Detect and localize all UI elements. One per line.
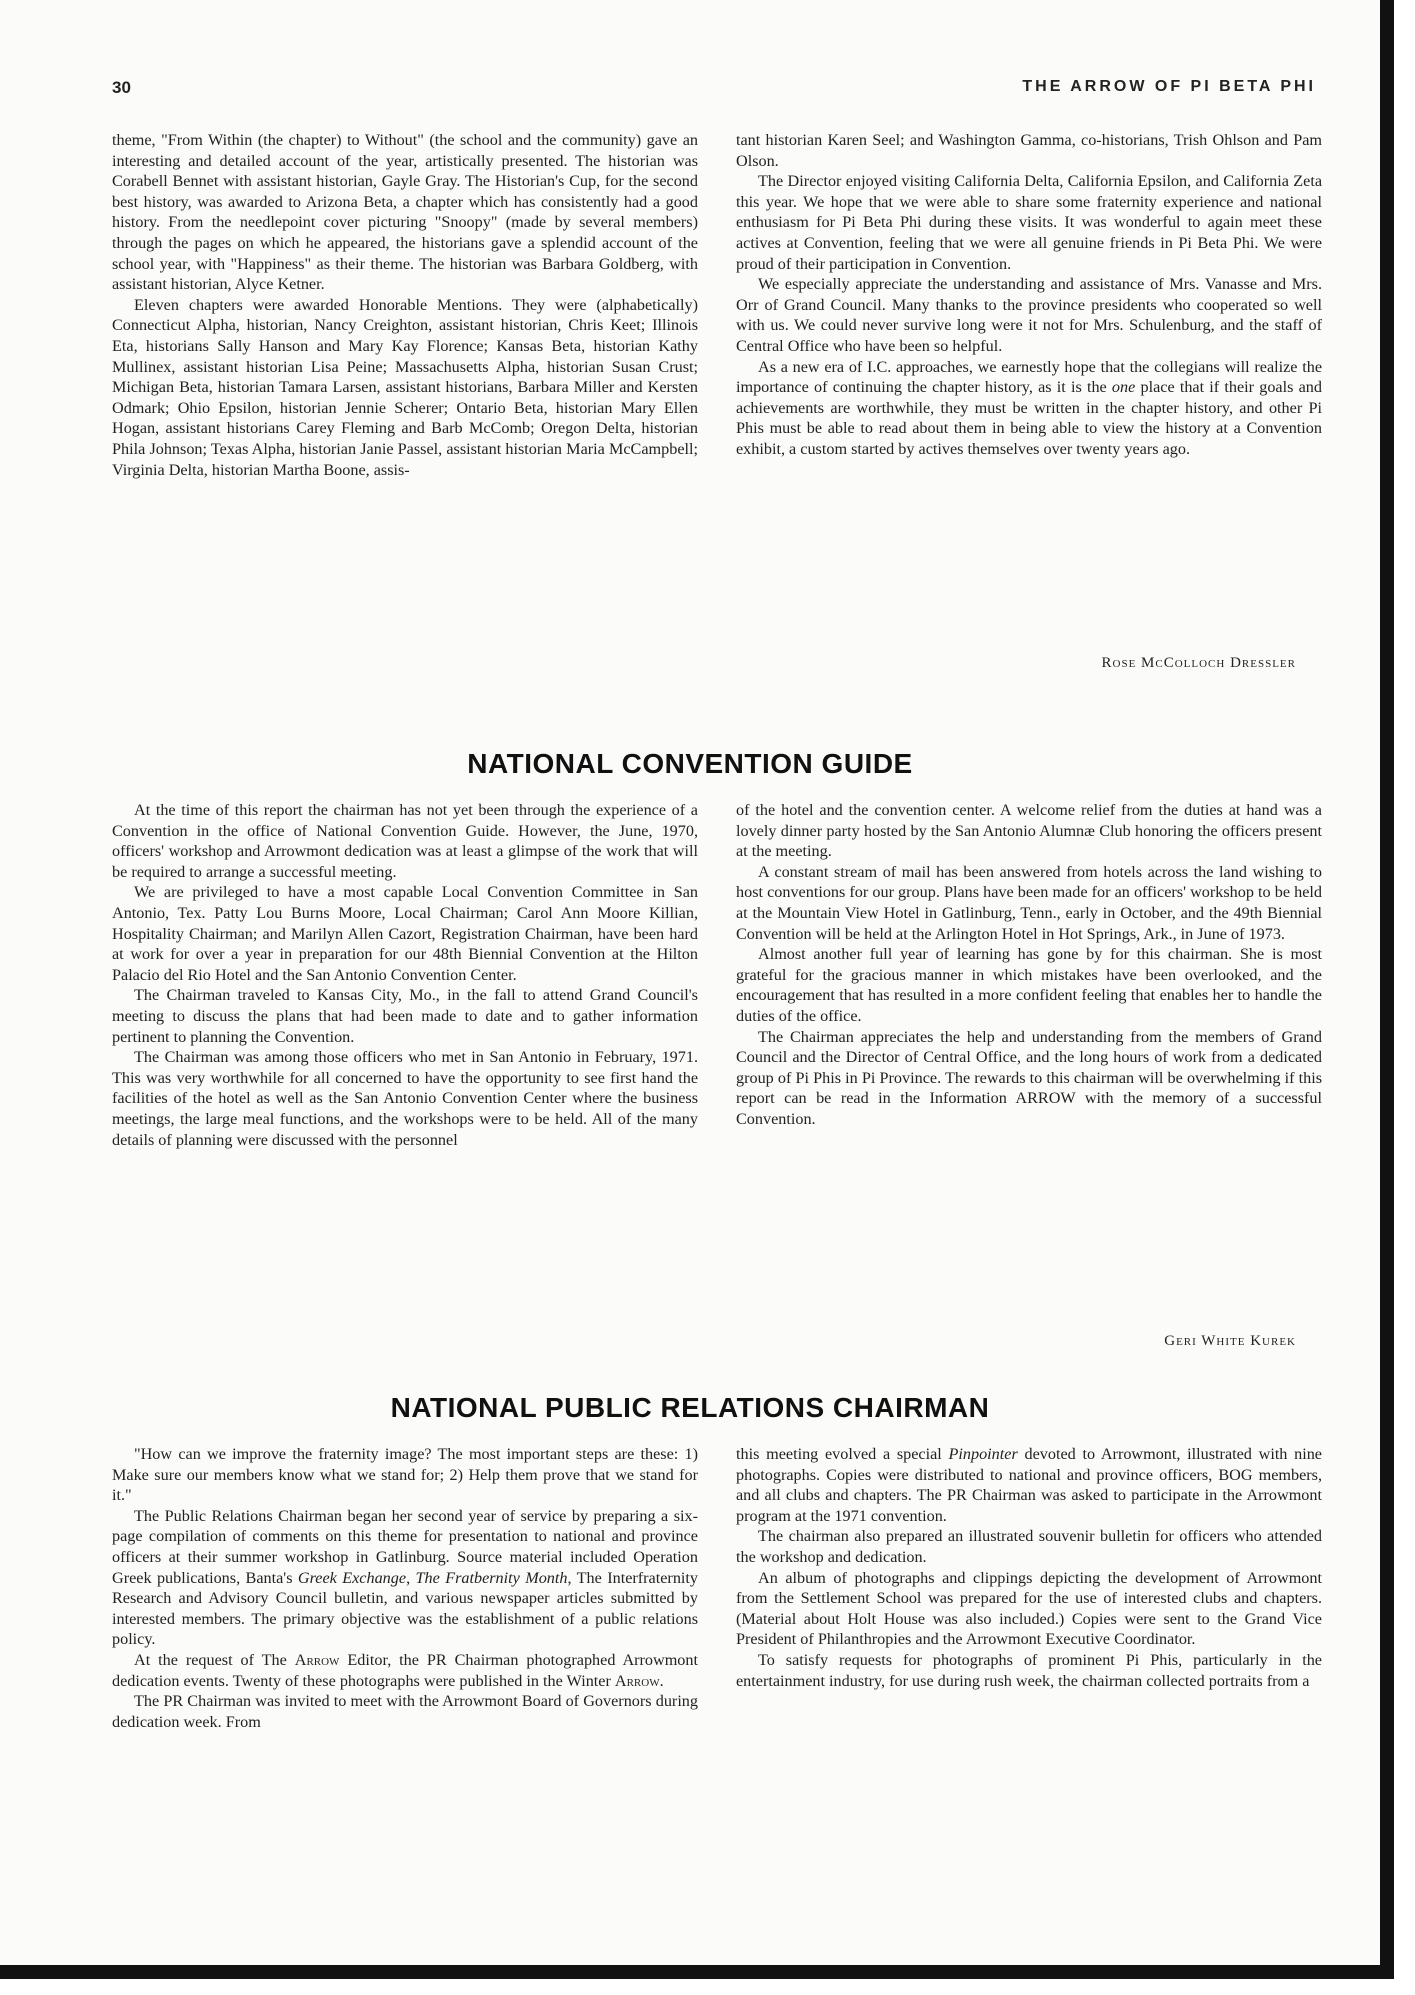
paragraph: theme, "From Within (the chapter) to Without" (the school and the community) gave an interesting and detailed account of the year, artistically presented. The historian was Corabell Bennet with assistant historian, Gayle Gray. The Historian's Cup, for the second best history, was awarded to Arizona Beta, a chapter which has consistently had a good history. From the needlepoint cover picturing "Snoopy" (made by several members) through the pages on which he appeared, the historians gave a splendid account of the school year, with "Happiness" as their theme. The historian was Barbara Goldberg, with assistant historian, Alyce Ketner. [112,131,698,294]
paragraph: To satisfy requests for photographs of prominent Pi Phis, particularly in the entertainment industry, for use during rush week, the chairman collected portraits from a [736,1650,1322,1690]
paragraph: "How can we improve the fraternity image? The most important steps are these: 1) Make sure our members know what we stand for; 2) Help them prove that we stand for it." [112,1445,698,1505]
text-run: this meeting evolved a special [736,1445,949,1463]
paragraph: The Chairman traveled to Kansas City, Mo., in the fall to attend Grand Council's meeting to discuss the plans that had been made to date and to gather information pertinent to planning the Convention. [112,986,698,1046]
paragraph: The Chairman appreciates the help and understanding from the members of Grand Council and the Director of Central Office, and the long hours of work from a dedicated group of Pi Phis in Pi Province. The rewards to this chairman will be overwhelming if this report can be read in the Information ARROW with the memory of a successful Convention. [736,1027,1322,1128]
text-run: At the request of The [134,1650,295,1669]
historian-left-column [112,130,698,480]
paragraph: Eleven chapters were awarded Honorable Mentions. They were (alphabetically) Connecticut Alpha, historian, Nancy Creighton, assistant historian, Chris Keet; Illinois Eta, historians Sally Hanson and Mary Kay Florence; Kansas Beta, historian Kathy Mullinex, assistant historian Lisa Peine; Massachusetts Alpha, historian Susan Crust; Michigan Beta, historian Tamara Larsen, assistant historians, Barbara Miller and Kersten Odmark; Ohio Epsilon, historian Jennie Scherer; Ontario Beta, historian Mary Ellen Hogan, assistant historians Carey Fleming and Barb McComb; Oregon Delta, historian Phila Johnson; Texas Alpha, historian Janie Passel, assistant historian Maria McCampbell; Virginia Delta, historian Martha Boone, assis- [112,295,698,479]
text-run: place that if their goals and achievements are worthwhile, they must be written in the chapter history, and other Pi Phis must be able to read about them in being able to view the history at a Convention exhibit, a custom started by actives themselves over twenty years ago. [736,378,1322,458]
paragraph: A constant stream of mail has been answered from hotels across the land wishing to host conventions for our group. Plans have been made for an officers' workshop to be held at the Mountain View Hotel in Gatlinburg, Tenn., early in October, and the 49th Biennial Convention will be held at the Arlington Hotel in Hot Springs, Ark., in June of 1973. [736,862,1322,943]
text-run: Editor, the PR Chairman photographed Arrowmont dedication events. Twenty of these photographs were published in the Winter [112,1650,698,1690]
convention-left-column [112,800,698,1150]
publication-name: Arrow [294,1650,340,1669]
pr-left-column [112,1444,698,1732]
pr-right-column [736,1444,1322,1691]
paragraph [736,357,1322,460]
text-run: , [406,1568,416,1587]
page-number: 30 [112,78,131,97]
emphasis: one [1111,378,1136,397]
signature: Geri White Kurek [1164,1333,1296,1349]
text-run: . [659,1671,664,1690]
text-run: As a new era of I.C. approaches, we earnestly hope that the collegians will realize the importance of continuing the chapter history, as it is the [736,357,1322,397]
running-header: THE ARROW OF PI BETA PHI [1022,78,1316,95]
section-heading: NATIONAL CONVENTION GUIDE [467,748,913,779]
historian-right-column [736,130,1322,460]
publication-title: Pinpointer [948,1445,1018,1463]
paragraph: At the time of this report the chairman has not yet been through the experience of a Convention in the office of National Convention Guide. However, the June, 1970, officers' workshop and Arrowmont dedication was at least a glimpse of the work that will be required to arrange a successful meeting. [112,801,698,881]
paragraph: of the hotel and the convention center. A welcome relief from the duties at hand was a lovely dinner party hosted by the San Antonio Alumnæ Club honoring the officers present at the meeting. [736,801,1322,861]
paragraph [736,1444,1322,1526]
publication-name: Arrow [614,1671,660,1690]
signature: Rose McColloch Dressler [1101,655,1296,671]
section-heading: NATIONAL PUBLIC RELATIONS CHAIRMAN [390,1392,990,1423]
paragraph: The PR Chairman was invited to meet with the Arrowmont Board of Governors during dedication week. From [112,1692,698,1731]
publication-title: Greek Exchange [297,1568,407,1587]
text-run: , The Interfraternity Research and Advisory Council bulletin, and various newspaper articles submitted by interested members. The primary objective was the establishment of a public relations policy. [112,1568,698,1649]
paragraph: We are privileged to have a most capable Local Convention Committee in San Antonio, Tex. Patty Lou Burns Moore, Local Chairman; Carol Ann Moore Killian, Hospitality Chairman; and Marilyn Allen Cazort, Registration Chairman, have been hard at work for over a year in preparation for our 48th Biennial Convention at the Hilton Palacio del Rio Hotel and the San Antonio Convention Center. [112,883,698,984]
publication-title: The Fratbernity Month [415,1568,568,1587]
paragraph: The chairman also prepared an illustrated souvenir bulletin for officers who attended the workshop and dedication. [736,1527,1322,1566]
text-run: devoted to Arrowmont, illustrated with nine photographs. Copies were distributed to national and province officers, BOG members, and all clubs and chapters. The PR Chairman was asked to participate in the Arrowmont program at the 1971 convention. [736,1445,1322,1525]
text-run: The Public Relations Chairman began her second year of service by preparing a six-page compilation of comments on this theme for presentation to national and province officers at their summer workshop in Gatlinburg. Source material included Operation Greek publications, Banta's [112,1506,698,1587]
paragraph: We especially appreciate the understanding and assistance of Mrs. Vanasse and Mrs. Orr of Grand Council. Many thanks to the province presidents who cooperated so well with us. We could never survive long were it not for Mrs. Schulenburg, and the staff of Central Office who have been so helpful. [736,275,1322,355]
paragraph [112,1650,698,1691]
paragraph: The Director enjoyed visiting California Delta, California Epsilon, and California Zeta this year. We hope that we were able to share some fraternity experience and national enthusiasm for Pi Beta Phi during these visits. It was wonderful to again meet these actives at Convention, feeling that we were all genuine friends in Pi Beta Phi. We were proud of their participation in Convention. [736,172,1322,273]
paragraph: The Chairman was among those officers who met in San Antonio in February, 1971. This was very worthwhile for all concerned to have the opportunity to see first hand the facilities of the hotel as well as the San Antonio Convention Center where the business meetings, the large meal functions, and the workshops were to be held. All of the many details of planning were discussed with the personnel [112,1048,698,1149]
paragraph: An album of photographs and clippings depicting the development of Arrowmont from the Settlement School was prepared for the use of interested clubs and chapters. (Material about Holt House was also included.) Copies were sent to the Grand Vice President of Philanthropies and the Arrowmont Executive Coordinator. [736,1568,1322,1649]
convention-right-column [736,800,1322,1130]
paragraph: Almost another full year of learning has gone by for this chairman. She is most grateful for the gracious manner in which mistakes have been overlooked, and the encouragement that has resulted in a more confident feeling that enables her to handle the duties of the office. [736,945,1322,1025]
paragraph: tant historian Karen Seel; and Washington Gamma, co-historians, Trish Ohlson and Pam Olson. [736,131,1322,170]
paragraph [112,1506,698,1650]
